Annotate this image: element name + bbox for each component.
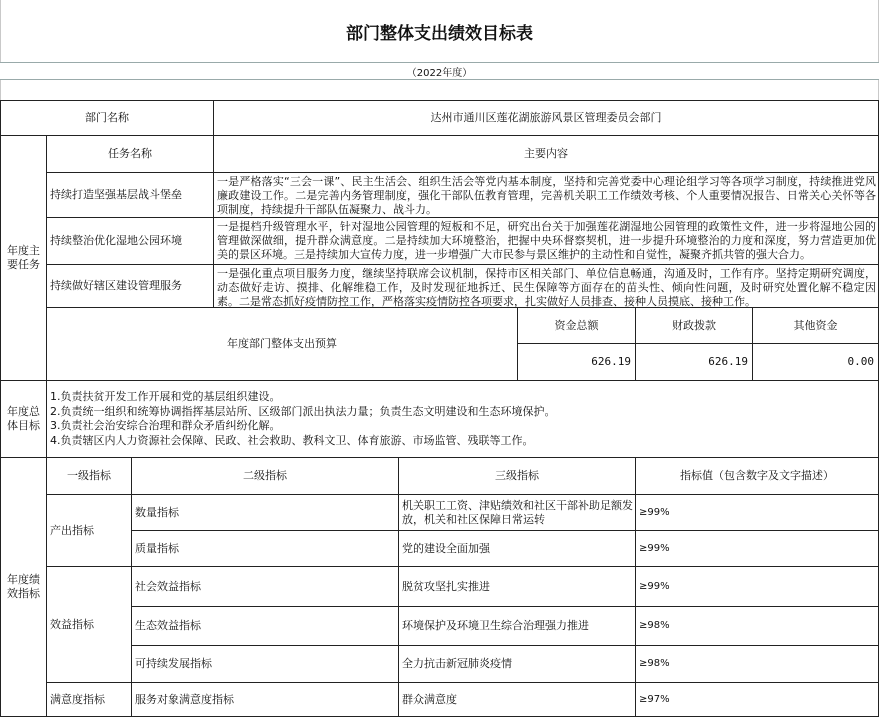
dept-label: 部门名称 (0, 100, 214, 136)
goals-side-label: 年度总体目标 (0, 380, 47, 458)
goal-line: 2.负责统一组织和统筹协调指挥基层站所、区级部门派出执法力量；负责生态文明建设和生态环境保护。 (50, 404, 556, 418)
task-content: 一是提档升级管理水平，针对湿地公园管理的短板和不足，研究出台关于加强莲花湖湿地公园管理的政策性文件，进一步将湿地公园的管理做深做细，提升群众满意度。二是持续加大环境整治，把握中央环督察契机，进一步提升环境整治的力度和深度，努力营造更加优美的景区环境。三是持续加大宣传力度，进一步增强广大市民参与景区维护的主动性和自觉性，凝聚齐抓共管的强大合力。 (213, 217, 879, 265)
task-name: 持续做好辖区建设管理服务 (46, 264, 214, 308)
indicator-l3: 机关职工工资、津贴绩效和社区干部补助足额发放，机关和社区保障日常运转 (398, 494, 636, 531)
task-content: 一是强化重点项目服务力度，继续坚持联席会议机制，保持市区相关部门、单位信息畅通，沟通及时，工作有序。坚持定期研究调度，动态做好走访、摸排、化解维稳工作，及时发现征地拆迁、民生保障等方面存在的苗头性、倾向性问题，及时研究处置化解不稳定因素。二是常态抓好疫情防控工作，严格落实疫情防控各项要求，扎实做好人员排查、接种人员摸底、接种工作。 (213, 264, 879, 308)
indicator-value: ≥98% (635, 645, 879, 683)
indicator-l3: 群众满意度 (398, 682, 636, 717)
tasks-side-label: 年度主要任务 (0, 135, 47, 381)
indicator-value: ≥97% (635, 682, 879, 717)
indicator-l1-output: 产出指标 (46, 494, 132, 567)
indicator-l2: 可持续发展指标 (131, 645, 399, 683)
indicator-header-l3: 三级指标 (398, 457, 636, 495)
budget-value-total: 626.19 (517, 343, 636, 381)
budget-header-other: 其他资金 (752, 307, 879, 344)
indicator-l3: 党的建设全面加强 (398, 530, 636, 567)
indicator-value: ≥99% (635, 494, 879, 531)
year-label: （2022年度） (0, 62, 879, 80)
indicator-value: ≥99% (635, 566, 879, 607)
goal-line: 4.负责辖区内人力资源社会保障、民政、社会救助、教科文卫、体育旅游、市场监管、残联等工作。 (50, 433, 534, 447)
indicator-l2: 数量指标 (131, 494, 399, 531)
indicator-l1-benefit: 效益指标 (46, 566, 132, 683)
budget-value-other: 0.00 (752, 343, 879, 381)
indicators-side-label: 年度绩效指标 (0, 457, 47, 717)
budget-header-fiscal: 财政拨款 (635, 307, 753, 344)
indicator-l2: 服务对象满意度指标 (131, 682, 399, 717)
indicator-l3: 环境保护及环境卫生综合治理强力推进 (398, 606, 636, 646)
dept-value: 达州市通川区莲花湖旅游风景区管理委员会部门 (213, 100, 879, 136)
task-name: 持续打造坚强基层战斗堡垒 (46, 172, 214, 218)
indicator-header-l1: 一级指标 (46, 457, 132, 495)
indicator-l3: 脱贫攻坚扎实推进 (398, 566, 636, 607)
task-name: 持续整治优化湿地公园环境 (46, 217, 214, 265)
goal-line: 1.负责扶贫开发工作开展和党的基层组织建设。 (50, 390, 281, 403)
task-content: 一是严格落实“三会一课”、民主生活会、组织生活会等党内基本制度，坚持和完善党委中心理论组学习等各项学习制度，持续推进党风廉政建设工作。二是完善内务管理制度，强化干部队伍教育管理，完善机关职工工作绩效考核、个人重要情况报告、日常关心关怀等各项制度，持续提升干部队伍凝聚力、战斗力。 (213, 172, 879, 218)
tasks-header-content: 主要内容 (213, 135, 879, 173)
indicator-l3: 全力抗击新冠肺炎疫情 (398, 645, 636, 683)
tasks-header-name: 任务名称 (46, 135, 214, 173)
indicator-header-value: 指标值（包含数字及文字描述） (635, 457, 879, 495)
indicator-l2: 质量指标 (131, 530, 399, 567)
indicator-value: ≥99% (635, 530, 879, 567)
spacer (0, 80, 879, 100)
indicator-value: ≥98% (635, 606, 879, 646)
budget-header-total: 资金总额 (517, 307, 636, 344)
goals-list (46, 380, 879, 458)
indicator-l1-satisfaction: 满意度指标 (46, 682, 132, 717)
indicator-l2: 社会效益指标 (131, 566, 399, 607)
goal-line: 3.负责社会治安综合治理和群众矛盾纠纷化解。 (50, 419, 281, 432)
page-title: 部门整体支出绩效目标表 (0, 0, 879, 62)
indicator-l2: 生态效益指标 (131, 606, 399, 646)
budget-value-fiscal: 626.19 (635, 343, 753, 381)
indicator-header-l2: 二级指标 (131, 457, 399, 495)
budget-label: 年度部门整体支出预算 (46, 307, 518, 381)
